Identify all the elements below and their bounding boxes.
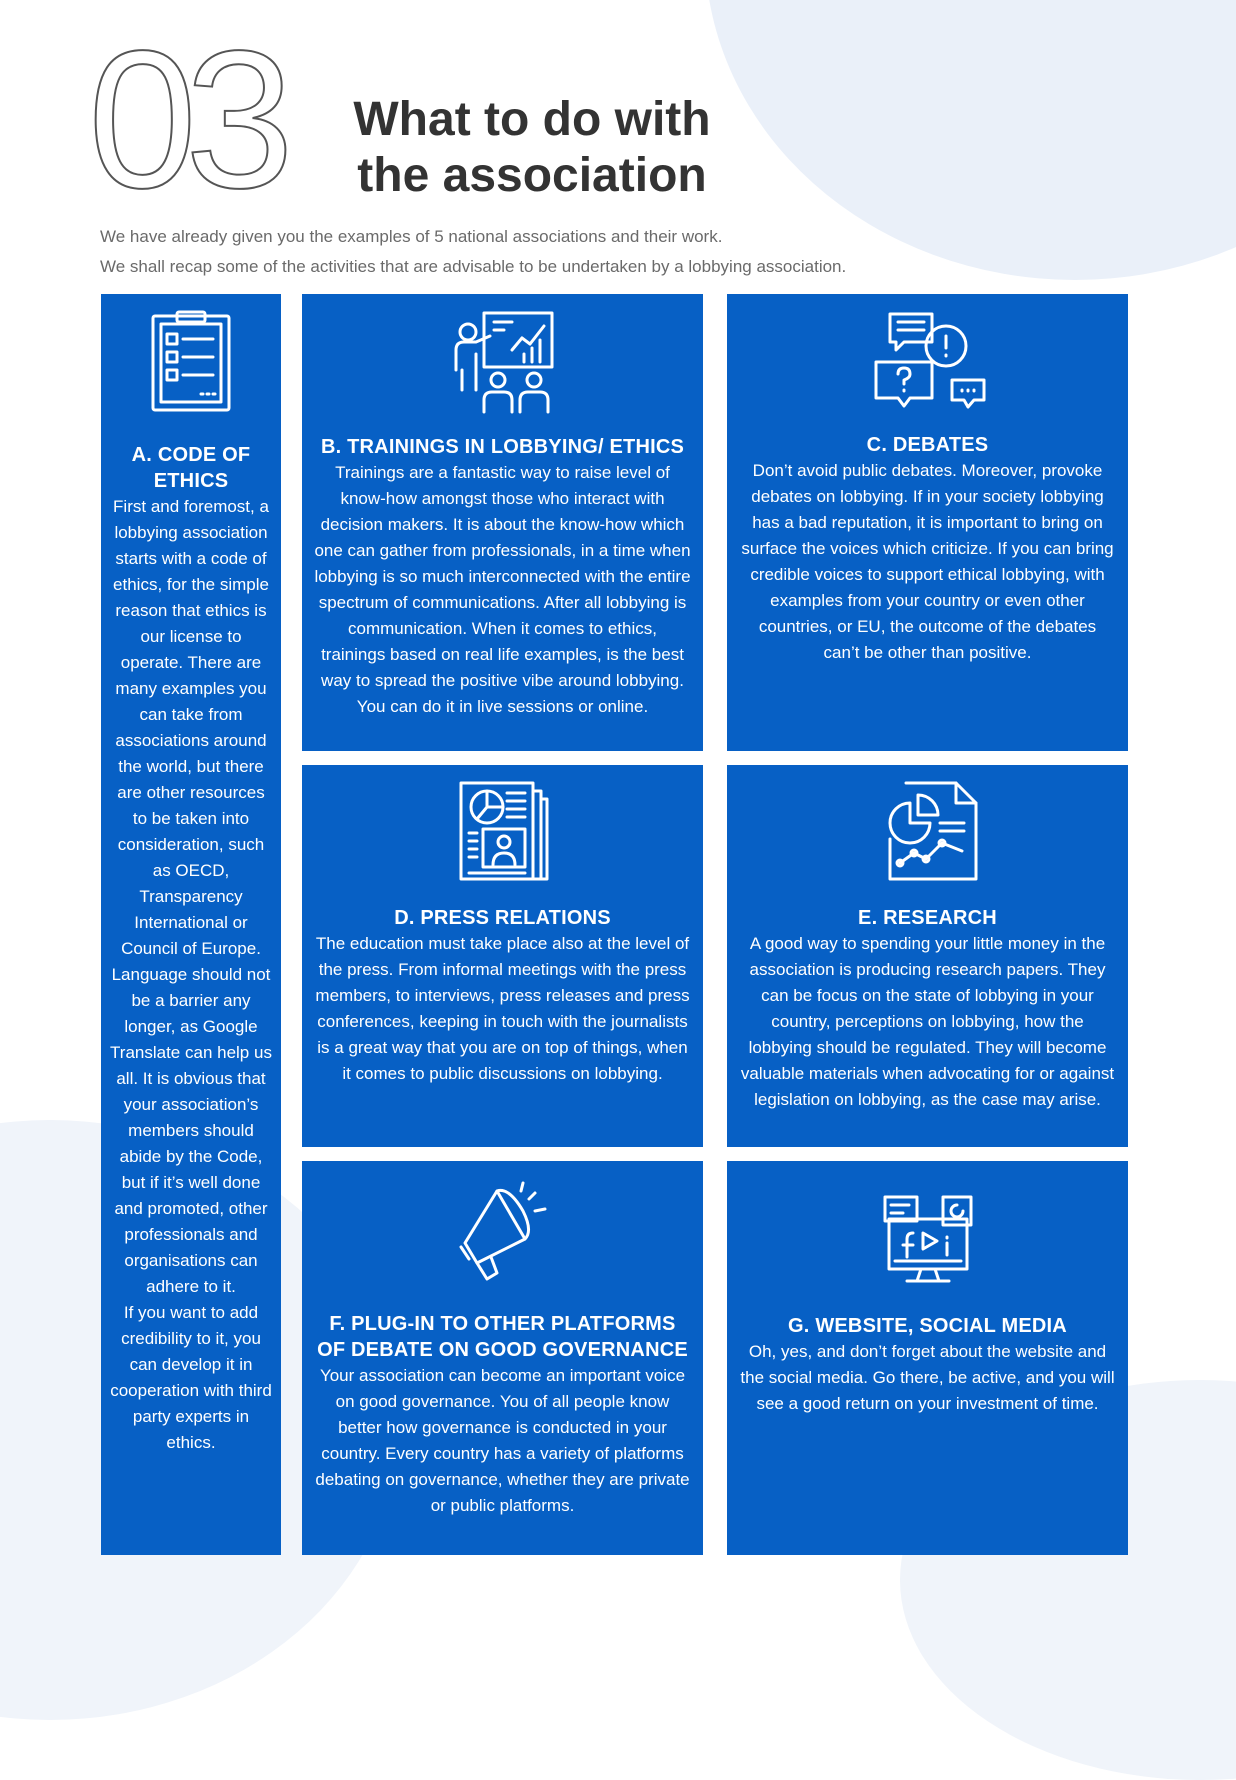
card-press-relations	[302, 765, 703, 1147]
presentation-training-icon	[450, 310, 556, 414]
page-title: What to do with the association	[353, 93, 711, 202]
card-code-of-ethics	[101, 294, 281, 1555]
card-body: If you want to add credibility to it, you can develop it in cooperation with third party experts in ethics.	[110, 1303, 272, 1452]
card-title: D. PRESS RELATIONS	[394, 907, 611, 929]
intro-line: We shall recap some of the activities that are advisable to be undertaken by a lobbying association.	[100, 257, 847, 276]
card-body: A good way to spending your little money in the association is producing research papers. They can be focus on the state of lobbying in your country, perceptions on lobbying, how the lobbying should be regulated. They will become valuable materials when advocating for or against legislation on lobbying, as the case may arise.	[740, 934, 1115, 1109]
card-debates	[727, 294, 1128, 751]
card-title: A. CODE OF ETHICS	[131, 444, 251, 492]
megaphone-icon	[457, 1181, 549, 1281]
newspaper-icon	[457, 779, 549, 883]
research-report-icon	[876, 779, 980, 883]
card-title: B. TRAININGS IN LOBBYING/ ETHICS	[320, 436, 685, 458]
card-title: E. RESEARCH	[858, 907, 997, 929]
card-body: Your association can become an important voice on good governance. You of all people know better how governance is conducted in your country. Every country has a variety of platforms debating on governance, whether they are private or public platforms.	[315, 1366, 690, 1515]
checklist-clipboard-icon	[149, 310, 233, 414]
section-number: 03	[88, 10, 283, 229]
card-title: G. WEBSITE, SOCIAL MEDIA	[788, 1315, 1067, 1337]
intro-line: We have already given you the examples of 5 national associations and their work.	[100, 227, 723, 246]
card-title: F. PLUG-IN TO OTHER PLATFORMS OF DEBATE ON GOOD GOVERNANCE	[317, 1313, 688, 1361]
card-research	[727, 765, 1128, 1147]
card-body: Trainings are a fantastic way to raise level of know-how amongst those who interact with decision makers. It is about the know-how which one can gather from professionals, in a time when lobbying is so much interconnected with the entire spectrum of communications. After all lobbying is communication. When it comes to ethics, trainings based on real life examples, is the best way to spread the positive vibe around lobbying. You can do it in live sessions or online.	[314, 463, 691, 716]
card-body: Don’t avoid public debates. Moreover, provoke debates on lobbying. If in your society lobbying has a bad reputation, it is important to bring on surface the voices which criticize. If you can bring credible voices to support ethical lobbying, with examples from your country or even other countries, or EU, the outcome of the debates can’t be other than positive.	[741, 461, 1114, 662]
card-trainings	[302, 294, 703, 751]
social-media-monitor-icon	[881, 1193, 975, 1287]
card-plug-in-platforms	[302, 1161, 703, 1555]
intro-text	[100, 222, 846, 282]
card-title: C. DEBATES	[866, 434, 989, 456]
card-body: First and foremost, a lobbying association starts with a code of ethics, for the simple reason that ethics is our license to operate. There are many examples you can take from associations around the world, but there are other resources to be taken into consideration, such as OECD, Transparency International or Council of Europe. Language should not be a barrier any longer, as Google Translate can help us all. It is obvious that your association’s members should abide by the Code, but if it’s well done and promoted, other professionals and organisations can adhere to it.	[110, 497, 272, 1296]
card-website-social-media	[727, 1161, 1128, 1555]
card-body: Oh, yes, and don’t forget about the website and the social media. Go there, be active, and you will see a good return on your investment of time.	[740, 1342, 1115, 1413]
speech-bubbles-icon	[870, 310, 986, 410]
card-body: The education must take place also at the level of the press. From informal meetings with the press members, to interviews, press releases and press conferences, keeping in touch with the journalists is a great way that you are on top of things, when it comes to public discussions on lobbying.	[315, 934, 690, 1083]
